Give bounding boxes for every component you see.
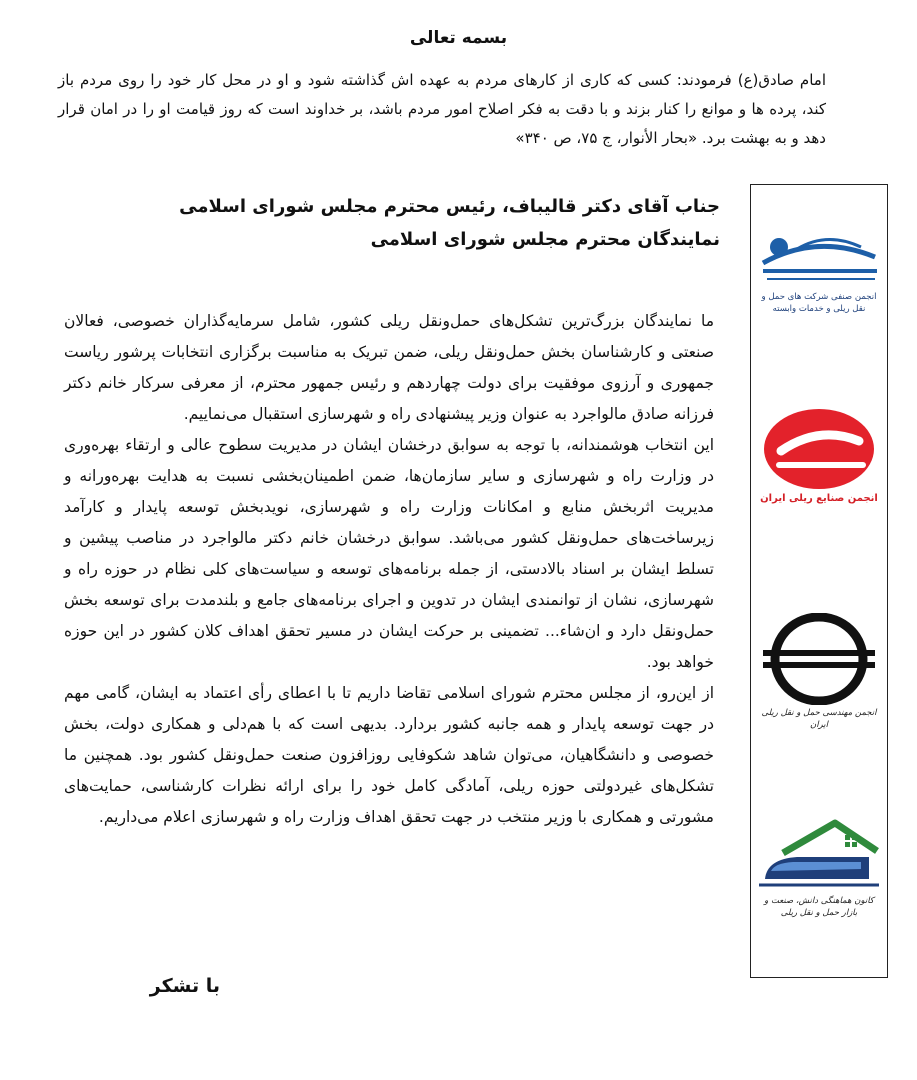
rail-association-logo-icon: [757, 227, 881, 289]
rail-engineering-logo-icon: [759, 613, 879, 705]
logo-caption-rail-association: انجمن صنفی شرکت های حمل و نقل ریلی و خدمات وابسته: [761, 292, 877, 314]
body-paragraph-1: ما نمایندگان بزرگ‌ترین تشکل‌های حمل‌ونقل ریلی کشور، شامل سرمایه‌گذاران خصوصی، فعالان صنعتی و کارشناسان بخش حمل‌ونقل ریلی، ضمن تبریک به مناسبت برگزاری انتخابات پرشور ریاست جمهوری و آرزوی موفقیت برای دولت چهاردهم و رئیس جمهور محترم، از معرفی سرکار خانم دکتر فرزانه صادق مالواجرد به عنوان وزیر پیشنهادی راه و شهرسازی استقبال می‌نماییم.: [64, 312, 714, 423]
letter-body: [64, 306, 714, 833]
logo-iran-rail-industries: [751, 407, 887, 505]
hadith-quote: امام صادق(ع) فرمودند: کسی که کاری از کارهای مردم به عهده اش گذاشته شود و او در محل کار خود را روی مردم باز کند، پرده ها و موانع را کنار بزند و با دقت به فکر اصلاح امور مردم باشد، بر خداوند است که روز قیامت او را در امان قرار دهد و به بهشت برد. «بحار الأنوار، ج ۷۵، ص ۳۴۰»: [58, 71, 826, 147]
logo-caption-rail-knowledge-center: کانون هماهنگی دانش، صنعت و بازار حمل و نقل ریلی: [764, 896, 874, 918]
logo-rail-knowledge-center: [751, 817, 887, 919]
addressee-block: [120, 190, 720, 256]
rail-knowledge-center-logo-icon: [757, 817, 881, 893]
logo-caption-iran-rail-industries: انجمن صنایع ریلی ایران: [760, 493, 878, 504]
addressee-line-representatives: نمایندگان محترم مجلس شورای اسلامی: [370, 229, 720, 250]
logo-sidebar: [750, 184, 888, 978]
body-paragraph-2: این انتخاب هوشمندانه، با توجه به سوابق درخشان ایشان در مدیریت سطوح عالی و ارتقاء بهره‌وری در وزارت راه و شهرسازی و سایر سازمان‌ها، ضمن اطمینان‌بخشی نسبت به هدایت بهره‌ورانه و مدیریت اثربخش منابع و امکانات وزارت راه و شهرسازی، نویدبخش توسعه پایدار و کارآمد زیرساخت‌های حمل‌ونقل کشور می‌باشد. سوابق درخشان خانم دکتر مالواجرد در مناصب پیشین و تسلط ایشان بر اسناد بالادستی، از جمله برنامه‌های توسعه و سیاست‌های کلی نظام در حوزه راه و شهرسازی، نشان از توانمندی ایشان در تدوین و اجرای برنامه‌های جامع و بلندمدت برای توسعه بخش حمل‌ونقل دارد و ان‌شاء... تضمینی بر حرکت ایشان در مسیر تحقق اهداف کلان کشور در این حوزه خواهد بود.: [64, 436, 714, 671]
logo-rail-engineering: [751, 613, 887, 731]
letter-heading: بسمه تعالی: [409, 28, 508, 48]
addressee-line-speaker: جناب آقای دکتر قالیباف، رئیس محترم مجلس شورای اسلامی: [179, 196, 720, 217]
body-paragraph-3: از این‌رو، از مجلس محترم شورای اسلامی تقاضا داریم تا با اعطای رأی اعتماد به ایشان، گامی مهم در جهت توسعه پایدار و همه جانبه کشور بردارد. بدیهی است که با هم‌دلی و همکاری دولت، بخش خصوصی و دانشگاهیان، می‌توان شاهد شکوفایی روزافزون صنعت حمل‌ونقل کشور بود. همچنین ما تشکل‌های غیردولتی حوزه ریلی، آمادگی کامل خود را برای ارائه نظرات کارشناسی، حمایت‌های مشورتی و همکاری با وزیر منتخب در جهت تحقق اهداف وزارت راه و شهرسازی اعلام می‌داریم.: [64, 684, 714, 826]
logo-caption-rail-engineering: انجمن مهندسی حمل و نقل ریلی ایران: [761, 708, 877, 730]
closing-thanks: با تشکر: [149, 975, 220, 997]
logo-rail-association: [751, 227, 887, 315]
iran-rail-industries-logo-icon: [759, 407, 879, 491]
